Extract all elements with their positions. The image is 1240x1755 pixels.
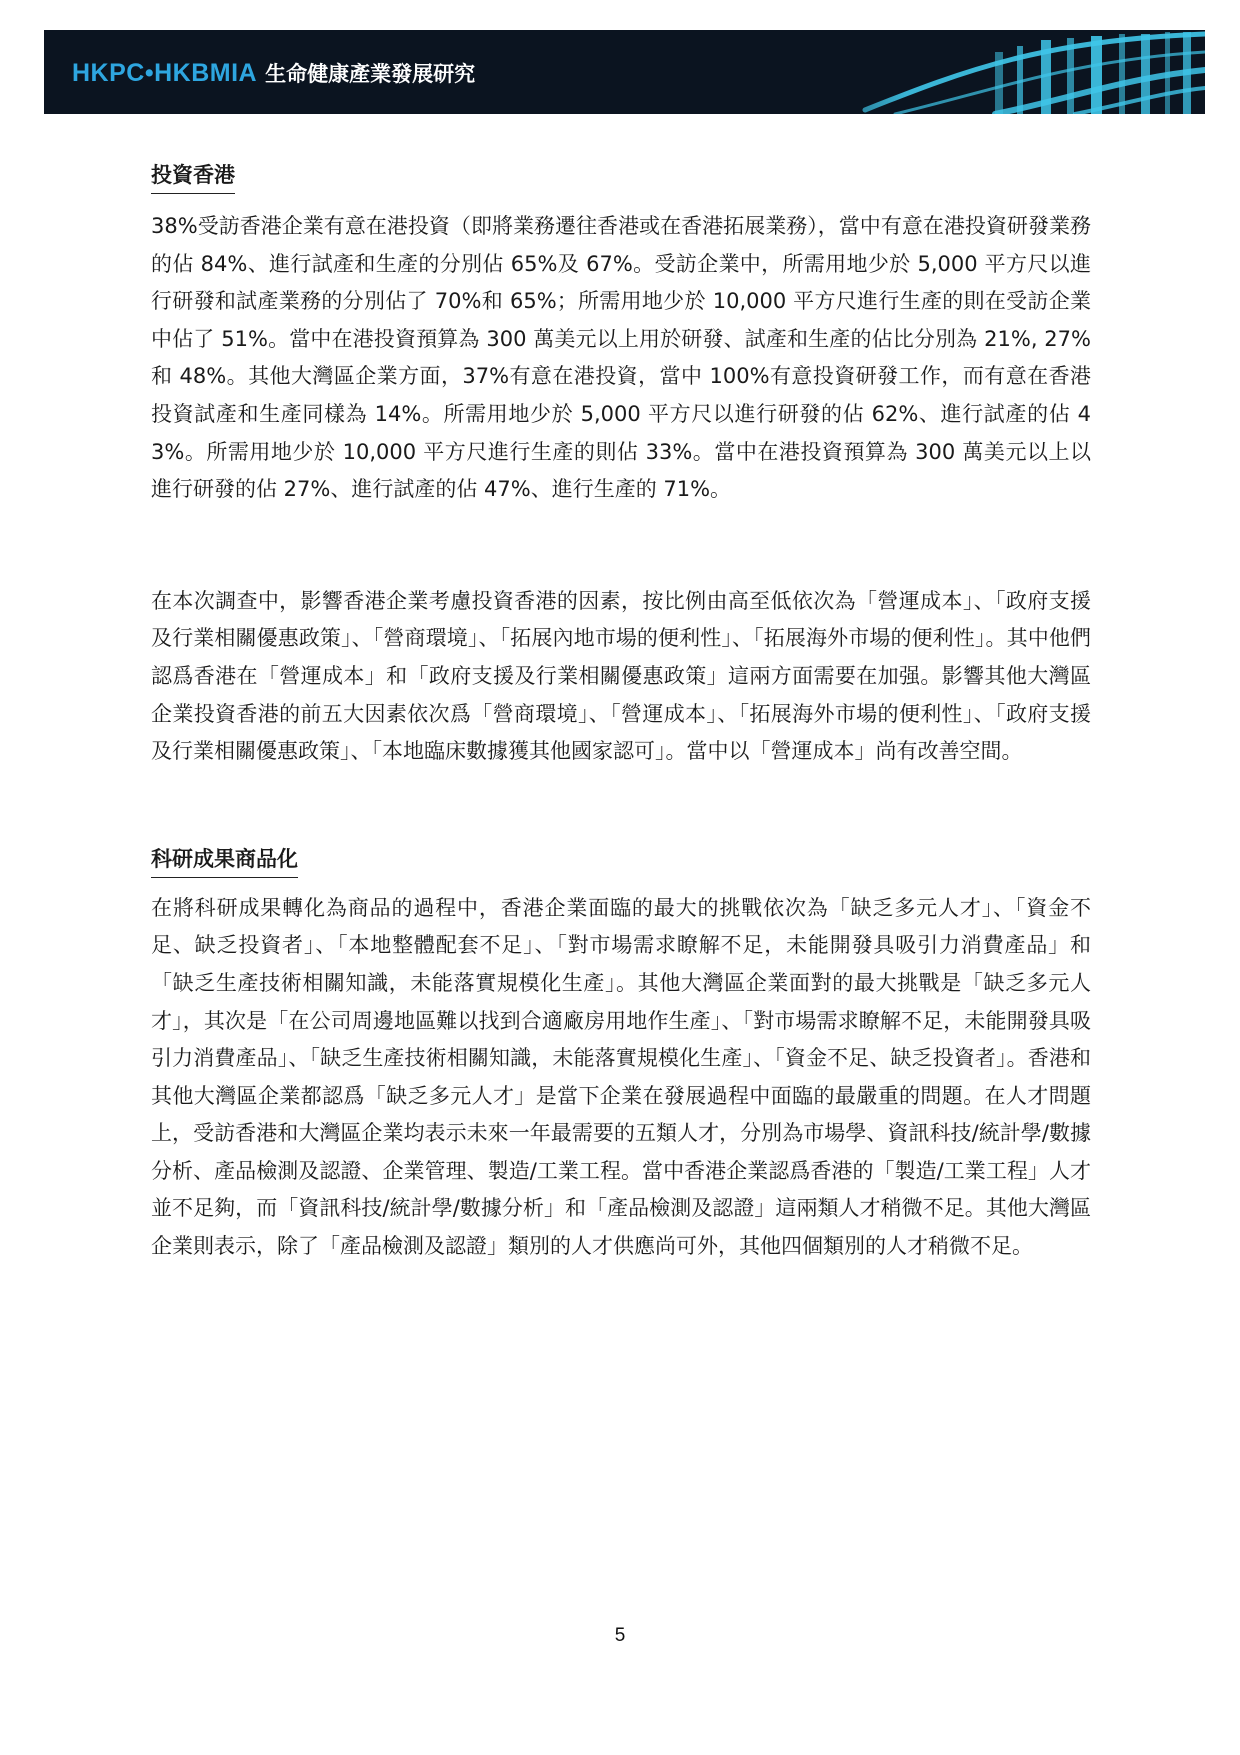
header-banner xyxy=(44,30,1205,114)
brand-logo xyxy=(72,56,475,90)
paragraph-invest-factors: 在本次調查中，影響香港企業考慮投資香港的因素，按比例由高至低依次為「營運成本」、「政府支援及行業相關優惠政策」、「營商環境」、「拓展內地市場的便利性」、「拓展海外市場的便利性」。其中他們認爲香港在「營運成本」和「政府支援及行業相關優惠政策」這兩方面需要在加强。影響其他大灣區企業投資香港的前五大因素依次爲「營商環境」、「營運成本」、「拓展海外市場的便利性」、「政府支援及行業相關優惠政策」、「本地臨床數據獲其他國家認可」。當中以「營運成本」尚有改善空間。 xyxy=(151,588,1091,764)
page-number: 5 xyxy=(614,1625,626,1646)
brand-english-name: HKPC•HKBMIA xyxy=(72,58,258,87)
brand-chinese-title: 生命健康產業發展研究 xyxy=(265,62,476,86)
section-heading-commercialization: 科研成果商品化 xyxy=(151,842,298,878)
section-heading-invest-hk: 投資香港 xyxy=(151,158,235,194)
document-body xyxy=(151,158,1091,1266)
dna-helix-graphic xyxy=(745,30,1205,114)
paragraph-commercialization-challenges: 在將科研成果轉化為商品的過程中，香港企業面臨的最大的挑戰依次為「缺乏多元人才」、「資金不足、缺乏投資者」、「本地整體配套不足」、「對市場需求瞭解不足，未能開發具吸引力消費產品」和「缺乏生產技術相關知識，未能落實規模化生產」。其他大灣區企業面對的最大挑戰是「缺乏多元人才」，其次是「在公司周邊地區難以找到合適廠房用地作生產」、「對市場需求瞭解不足，未能開發具吸引力消費產品」、「缺乏生產技術相關知識，未能落實規模化生產」、「資金不足、缺乏投資者」。香港和其他大灣區企業都認爲「缺乏多元人才」是當下企業在發展過程中面臨的最嚴重的問題。在人才問題上，受訪香港和大灣區企業均表示未來一年最需要的五類人才，分別為市場學、資訊科技/統計學/數據分析、產品檢測及認證、企業管理、製造/工業工程。當中香港企業認爲香港的「製造/工業工程」人才並不足夠，而「資訊科技/統計學/數據分析」和「產品檢測及認證」這兩類人才稍微不足。其他大灣區企業則表示，除了「產品檢測及認證」類別的人才供應尚可外，其他四個類別的人才稍微不足。 xyxy=(151,895,1091,1259)
paragraph-invest-intentions: 38%受訪香港企業有意在港投資（即將業務遷往香港或在香港拓展業務），當中有意在港投資研發業務的佔 84%、進行試產和生產的分別佔 65%及 67%。受訪企業中，所需用地少於 5,000 平方尺以進行研發和試產業務的分別佔了 70%和 65%；所需用地少於 10,000 平方尺進行生產的則在受訪企業中佔了 51%。當中在港投資預算為 300 萬美元以上用於研發、試產和生產的佔比分別為 21%, 27%和 48%。其他大灣區企業方面，37%有意在港投資，當中 100%有意投資研發工作，而有意在香港投資試產和生產同樣為 14%。所需用地少於 5,000 平方尺以進行研發的佔 62%、進行試產的佔 43%。所需用地少於 10,000 平方尺進行生產的則佔 33%。當中在港投資預算為 300 萬美元以上以進行研發的佔 27%、進行試產的佔 47%、進行生產的 71%。 xyxy=(151,214,1091,502)
